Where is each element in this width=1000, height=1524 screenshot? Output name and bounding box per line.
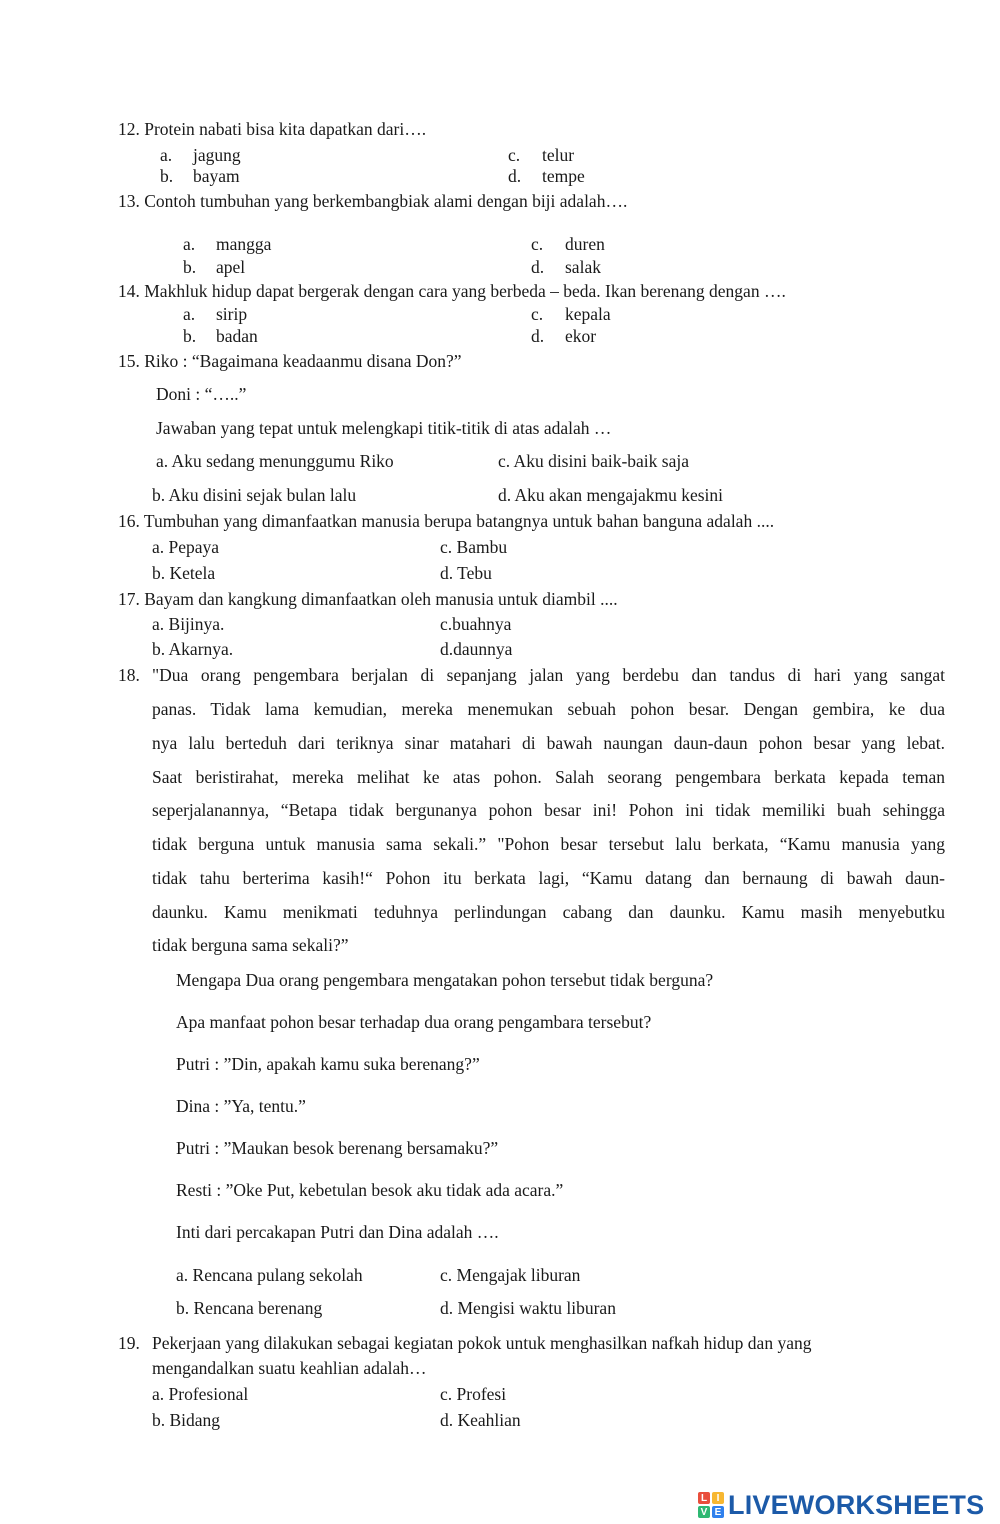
question-15: 15. Riko : “Bagaimana keadaanmu disana Don?” xyxy=(118,351,462,371)
q14-option-d xyxy=(531,325,597,347)
q14-option-c xyxy=(531,303,611,325)
q18-prompt: Inti dari percakapan Putri dan Dina adalah …. xyxy=(176,1222,499,1242)
option-text: telur xyxy=(542,145,575,165)
option-text: kepala xyxy=(565,304,611,324)
q18-dialogue-line: Resti : ”Oke Put, kebetulan besok aku tidak ada acara.” xyxy=(176,1180,564,1200)
option-letter: c. xyxy=(508,145,521,165)
liveworksheets-logo[interactable] xyxy=(698,1490,984,1520)
q18-question-why: Mengapa Dua orang pengembara mengatakan pohon tersebut tidak berguna? xyxy=(176,970,714,990)
q17-option-d: d.daunnya xyxy=(440,639,513,659)
option-letter: c. xyxy=(531,304,544,324)
q17-option-c: c.buahnya xyxy=(440,614,512,634)
option-letter: b. xyxy=(160,166,174,186)
q12-option-d xyxy=(508,165,585,187)
question-12: 12. Protein nabati bisa kita dapatkan dari…. xyxy=(118,119,427,139)
q15-option-c: c. Aku disini baik-baik saja xyxy=(498,451,690,471)
option-letter: a. xyxy=(183,234,196,254)
q18-option-c: c. Mengajak liburan xyxy=(440,1265,581,1285)
option-text: ekor xyxy=(565,326,597,346)
option-letter: d. xyxy=(531,326,545,346)
logo-text: LIVEWORKSHEETS xyxy=(728,1489,985,1520)
q13-option-a xyxy=(183,233,272,255)
q15-option-b: b. Aku disini sejak bulan lalu xyxy=(152,485,357,505)
option-letter: d. xyxy=(508,166,522,186)
q17-option-b: b. Akarnya. xyxy=(152,639,234,659)
q18-passage-line: tidak berguna sama sekali?” xyxy=(152,935,349,955)
q18-passage-line: Saat beristirahat, mereka melihat ke atas pohon. Salah seorang pengembara berkata kepada teman xyxy=(152,767,945,787)
option-text: duren xyxy=(565,234,605,254)
logo-grid-icon xyxy=(698,1492,724,1518)
q18-dialogue-line: Dina : ”Ya, tentu.” xyxy=(176,1096,306,1116)
q18-dialogue-line: Putri : ”Maukan besok berenang bersamaku?” xyxy=(176,1138,499,1158)
q16-option-a: a. Pepaya xyxy=(152,537,220,557)
q19-option-b: b. Bidang xyxy=(152,1410,221,1430)
q17-option-a: a. Bijinya. xyxy=(152,614,225,634)
option-text: jagung xyxy=(193,145,241,165)
question-19-number: 19. xyxy=(118,1333,140,1353)
option-text: apel xyxy=(216,257,246,277)
q13-option-c xyxy=(531,233,605,255)
q18-passage-line: panas. Tidak lama kemudian, mereka menemukan sebuah pohon besar. Dengan gembira, ke dua xyxy=(152,699,945,719)
option-letter: a. xyxy=(183,304,196,324)
logo-letter: L xyxy=(698,1492,710,1504)
logo-letter: I xyxy=(712,1492,724,1504)
question-17: 17. Bayam dan kangkung dimanfaatkan oleh manusia untuk diambil .... xyxy=(118,589,618,609)
question-19-line1: Pekerjaan yang dilakukan sebagai kegiatan pokok untuk menghasilkan nafkah hidup dan yang xyxy=(152,1333,812,1353)
q18-passage-line: daunku. Kamu menikmati teduhnya perlindungan cabang dan daunku. Kamu masih menyebutku xyxy=(152,902,945,922)
q14-option-b xyxy=(183,325,258,347)
option-text: salak xyxy=(565,257,601,277)
q18-question-benefit: Apa manfaat pohon besar terhadap dua orang pengambara tersebut? xyxy=(176,1012,652,1032)
logo-letter: V xyxy=(698,1506,710,1518)
option-text: badan xyxy=(216,326,258,346)
q18-dialogue-line: Putri : ”Din, apakah kamu suka berenang?” xyxy=(176,1054,480,1074)
q18-option-d: d. Mengisi waktu liburan xyxy=(440,1298,616,1318)
q19-option-d: d. Keahlian xyxy=(440,1410,521,1430)
q15-option-a: a. Aku sedang menunggumu Riko xyxy=(156,451,394,471)
q12-option-b xyxy=(160,165,240,187)
q19-option-a: a. Profesional xyxy=(152,1384,249,1404)
q16-option-d: d. Tebu xyxy=(440,563,492,583)
question-19-line2: mengandalkan suatu keahlian adalah… xyxy=(152,1358,427,1378)
q15-option-d: d. Aku akan mengajakmu kesini xyxy=(498,485,724,505)
option-text: bayam xyxy=(193,166,240,186)
q13-option-d xyxy=(531,256,601,278)
q16-option-c: c. Bambu xyxy=(440,537,508,557)
logo-letter: E xyxy=(712,1506,724,1518)
q18-passage-line: seperjalanannya, “Betapa tidak bergunanya pohon besar ini! Pohon ini tidak memiliki buah sehingga xyxy=(152,800,945,820)
option-letter: c. xyxy=(531,234,544,254)
option-letter: b. xyxy=(183,257,197,277)
q15-dialogue-doni: Doni : “…..” xyxy=(156,384,247,404)
question-14: 14. Makhluk hidup dapat bergerak dengan cara yang berbeda – beda. Ikan berenang dengan …. xyxy=(118,281,786,301)
q18-passage-line: "Dua orang pengembara berjalan di sepanjang jalan yang berdebu dan tandus di hari yang sangat xyxy=(152,665,945,685)
q18-option-b: b. Rencana berenang xyxy=(176,1298,323,1318)
option-letter: a. xyxy=(160,145,173,165)
option-letter: b. xyxy=(183,326,197,346)
q18-passage-line: tidak berguna untuk manusia sama sekali.” "Pohon besar tersebut lalu berkata, “Kamu manusia yang xyxy=(152,834,945,854)
q15-prompt: Jawaban yang tepat untuk melengkapi titik-titik di atas adalah … xyxy=(156,418,612,438)
q18-passage-line: nya lalu berteduh dari teriknya sinar matahari di bawah naungan daun-daun pohon besar yang lebat. xyxy=(152,733,945,753)
q14-option-a xyxy=(183,303,248,325)
option-letter: d. xyxy=(531,257,545,277)
option-text: mangga xyxy=(216,234,272,254)
q16-option-b: b. Ketela xyxy=(152,563,216,583)
option-text: sirip xyxy=(216,304,248,324)
question-18-number: 18. xyxy=(118,665,140,685)
q18-passage-line: tidak tahu berterima kasih!“ Pohon itu berkata lagi, “Kamu datang dan bernaung di bawah daun- xyxy=(152,868,945,888)
q13-option-b xyxy=(183,256,246,278)
q12-option-c xyxy=(508,144,575,166)
option-text: tempe xyxy=(542,166,585,186)
question-13: 13. Contoh tumbuhan yang berkembangbiak alami dengan biji adalah…. xyxy=(118,191,628,211)
q18-option-a: a. Rencana pulang sekolah xyxy=(176,1265,363,1285)
question-16: 16. Tumbuhan yang dimanfaatkan manusia berupa batangnya untuk bahan banguna adalah .... xyxy=(118,511,775,531)
q12-option-a xyxy=(160,144,241,166)
q19-option-c: c. Profesi xyxy=(440,1384,507,1404)
